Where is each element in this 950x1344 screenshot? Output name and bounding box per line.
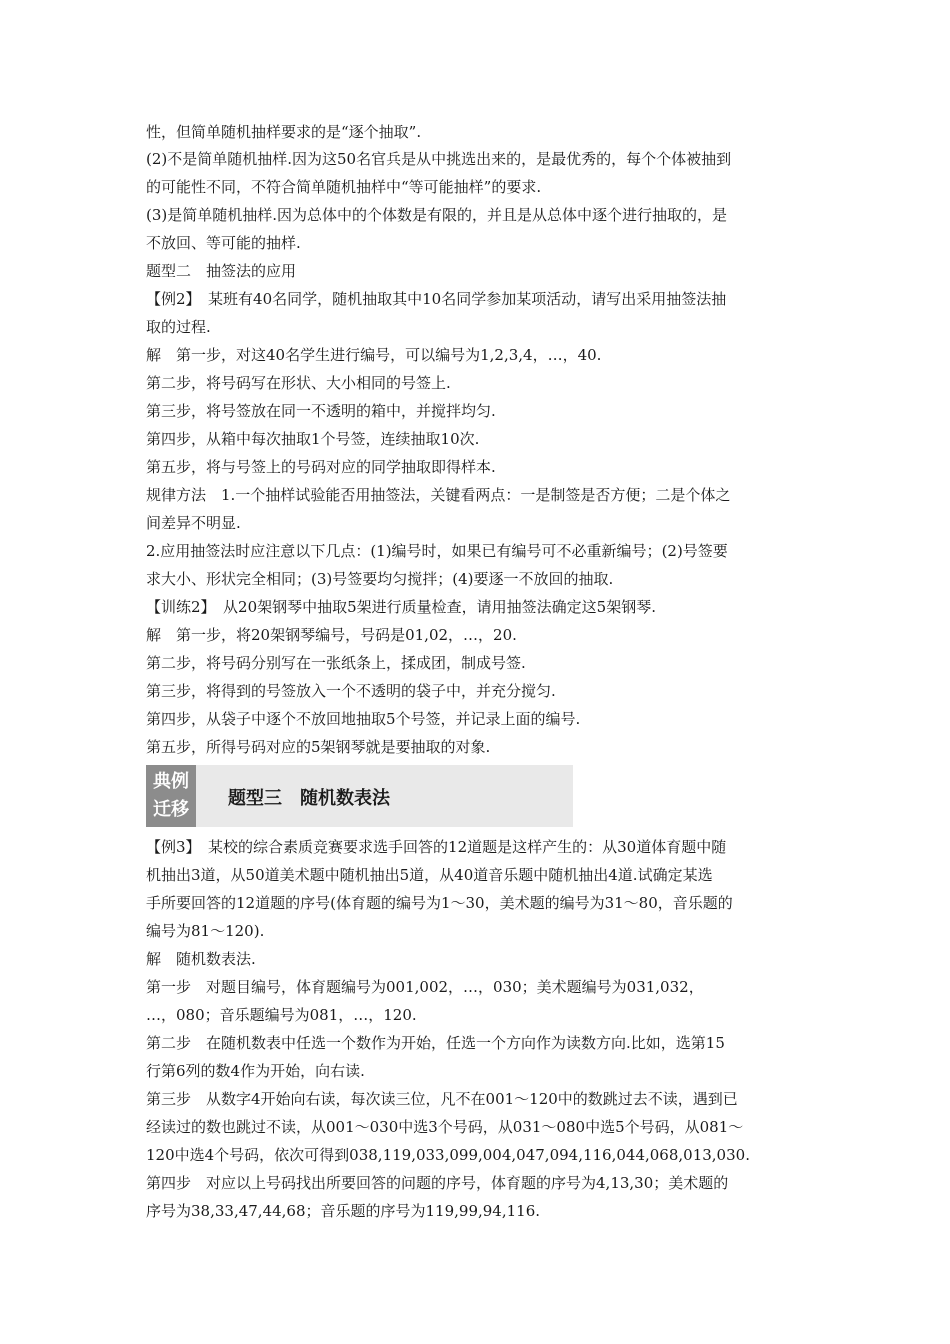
text-line: 第五步，将与号签上的号码对应的同学抽取即得样本. (146, 458, 496, 476)
text-line: 经读过的数也跳过不读，从001～030中选3个号码，从031～080中选5个号码，从081～ (146, 1118, 744, 1136)
banner-tag-line: 迁移 (153, 799, 189, 820)
banner-title: 题型三 随机数表法 (228, 788, 390, 809)
text-line: (2)不是简单随机抽样.因为这50名官兵是从中挑选出来的，是最优秀的，每个个体被抽到 (146, 150, 732, 168)
method-note: 规律方法 1.一个抽样试验能否用抽签法，关键看两点：一是制签是否方便；二是个体之 (146, 486, 731, 504)
text-line: 第三步，将得到的号签放入一个不透明的袋子中，并充分搅匀. (146, 682, 556, 700)
text-line: 取的过程. (146, 318, 211, 336)
text-line: 第三步，将号签放在同一不透明的箱中，并搅拌均匀. (146, 402, 496, 420)
text-line: 解 随机数表法. (146, 950, 256, 968)
example-heading: 【例2】 某班有40名同学，随机抽取其中10名同学参加某项活动，请写出采用抽签法抽 (146, 290, 727, 308)
text-line: 序号为38,33,47,44,68；音乐题的序号为119,99,94,116. (146, 1202, 541, 1220)
text-line: 第四步，从袋子中逐个不放回地抽取5个号签，并记录上面的编号. (146, 710, 581, 728)
text-line: 第一步 对题目编号，体育题编号为001,002，…，030；美术题编号为031,032， (146, 978, 704, 996)
text-line: …，080；音乐题编号为081，…，120. (146, 1006, 417, 1024)
section-heading: 题型二 抽签法的应用 (146, 262, 297, 280)
text-line: 第二步，将号码写在形状、大小相同的号签上. (146, 374, 451, 392)
text-line: 手所要回答的12道题的序号(体育题的编号为1～30，美术题的编号为31～80，音乐题的 (146, 894, 733, 912)
text-line: 120中选4个号码，依次可得到038,119,033,099,004,047,094,116,044,068,013,030. (146, 1146, 750, 1164)
text-line: 的可能性不同，不符合简单随机抽样中“等可能抽样”的要求. (146, 178, 542, 196)
text-line: 不放回、等可能的抽样. (146, 234, 301, 252)
text-line: 解 第一步，对这40名学生进行编号，可以编号为1,2,3,4，…，40. (146, 346, 602, 364)
text-line: 解 第一步，将20架钢琴编号，号码是01,02，…，20. (146, 626, 517, 644)
text-line: 求大小、形状完全相同；(3)号签要均匀搅拌；(4)要逐一不放回的抽取. (146, 570, 614, 588)
text-line: 第三步 从数字4开始向右读，每次读三位，凡不在001～120中的数跳过去不读，遇到已 (146, 1090, 738, 1108)
example-heading: 【例3】 某校的综合素质竞赛要求选手回答的12道题是这样产生的：从30道体育题中随 (146, 838, 727, 856)
text-line: 2.应用抽签法时应注意以下几点：(1)编号时，如果已有编号可不必重新编号；(2)号签要 (146, 542, 728, 560)
text-line: 第四步，从箱中每次抽取1个号签，连续抽取10次. (146, 430, 480, 448)
text-line: 性，但简单随机抽样要求的是“逐个抽取”. (146, 123, 422, 141)
text-line: 间差异不明显. (146, 514, 241, 532)
text-line: 行第6列的数4作为开始，向右读. (146, 1062, 365, 1080)
text-line: (3)是简单随机抽样.因为总体中的个体数是有限的，并且是从总体中逐个进行抽取的，是 (146, 206, 728, 224)
text-line: 第二步，将号码分别写在一张纸条上，揉成团，制成号签. (146, 654, 526, 672)
text-line: 编号为81～120). (146, 922, 265, 940)
exercise-heading: 【训练2】 从20架钢琴中抽取5架进行质量检查，请用抽签法确定这5架钢琴. (146, 598, 656, 616)
section-banner (146, 765, 573, 827)
banner-tag (146, 765, 196, 827)
text-line: 第五步，所得号码对应的5架钢琴就是要抽取的对象. (146, 738, 491, 756)
text-line: 机抽出3道，从50道美术题中随机抽出5道，从40道音乐题中随机抽出4道.试确定某选 (146, 866, 713, 884)
text-line: 第二步 在随机数表中任选一个数作为开始，任选一个方向作为读数方向.比如，选第15 (146, 1034, 725, 1052)
banner-tag-line: 典例 (153, 771, 189, 792)
text-line: 第四步 对应以上号码找出所要回答的问题的序号，体育题的序号为4,13,30；美术题的 (146, 1174, 729, 1192)
